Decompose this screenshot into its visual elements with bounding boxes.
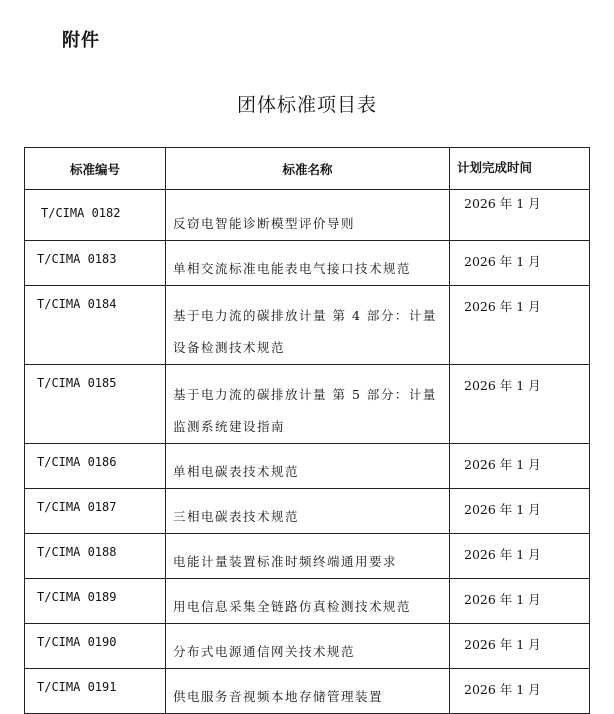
- planned-date: 2026 年 1 月: [450, 286, 590, 365]
- standard-code: T/CIMA 0187: [25, 489, 166, 534]
- table-row: [25, 444, 590, 489]
- standard-name: 供电服务音视频本地存储管理装置: [166, 669, 450, 714]
- planned-date: 2026 年 1 月: [450, 444, 590, 489]
- standard-code: T/CIMA 0190: [25, 624, 166, 669]
- planned-date: 2026 年 1 月: [450, 365, 590, 444]
- standard-code: T/CIMA 0185: [25, 365, 166, 444]
- planned-date: 2026 年 1 月: [450, 669, 590, 714]
- table-row: [25, 669, 590, 714]
- standard-name: 分布式电源通信网关技术规范: [166, 624, 450, 669]
- attachment-label: 附件: [62, 30, 100, 51]
- planned-date: 2026 年 1 月: [450, 241, 590, 286]
- header-code: 标准编号: [25, 148, 166, 190]
- standards-table: [24, 147, 590, 714]
- header-date: 计划完成时间: [450, 148, 590, 190]
- table-row: [25, 624, 590, 669]
- planned-date: 2026 年 1 月: [450, 534, 590, 579]
- header-name: 标准名称: [166, 148, 450, 190]
- standard-name: 三相电碳表技术规范: [166, 489, 450, 534]
- standard-name: 反窃电智能诊断模型评价导则: [166, 190, 450, 241]
- standard-code: T/CIMA 0183: [25, 241, 166, 286]
- standard-code: T/CIMA 0186: [25, 444, 166, 489]
- table-header-row: [25, 148, 590, 190]
- standard-code: T/CIMA 0191: [25, 669, 166, 714]
- table-row: [25, 365, 590, 444]
- standard-name: 电能计量装置标准时频终端通用要求: [166, 534, 450, 579]
- document-title: 团体标准项目表: [236, 94, 377, 116]
- table-row: [25, 190, 590, 241]
- planned-date: 2026 年 1 月: [450, 489, 590, 534]
- standard-name: 基于电力流的碳排放计量 第 4 部分：计量设备检测技术规范: [166, 286, 450, 365]
- standard-name: 用电信息采集全链路仿真检测技术规范: [166, 579, 450, 624]
- standard-name: 单相电碳表技术规范: [166, 444, 450, 489]
- standard-code: T/CIMA 0182: [25, 190, 166, 241]
- standard-code: T/CIMA 0189: [25, 579, 166, 624]
- standard-code: T/CIMA 0188: [25, 534, 166, 579]
- table-row: [25, 534, 590, 579]
- planned-date: 2026 年 1 月: [450, 190, 590, 241]
- table-row: [25, 489, 590, 534]
- standard-code: T/CIMA 0184: [25, 286, 166, 365]
- table-row: [25, 286, 590, 365]
- standard-name: 基于电力流的碳排放计量 第 5 部分：计量监测系统建设指南: [166, 365, 450, 444]
- table-row: [25, 579, 590, 624]
- standard-name: 单相交流标准电能表电气接口技术规范: [166, 241, 450, 286]
- planned-date: 2026 年 1 月: [450, 579, 590, 624]
- table-row: [25, 241, 590, 286]
- planned-date: 2026 年 1 月: [450, 624, 590, 669]
